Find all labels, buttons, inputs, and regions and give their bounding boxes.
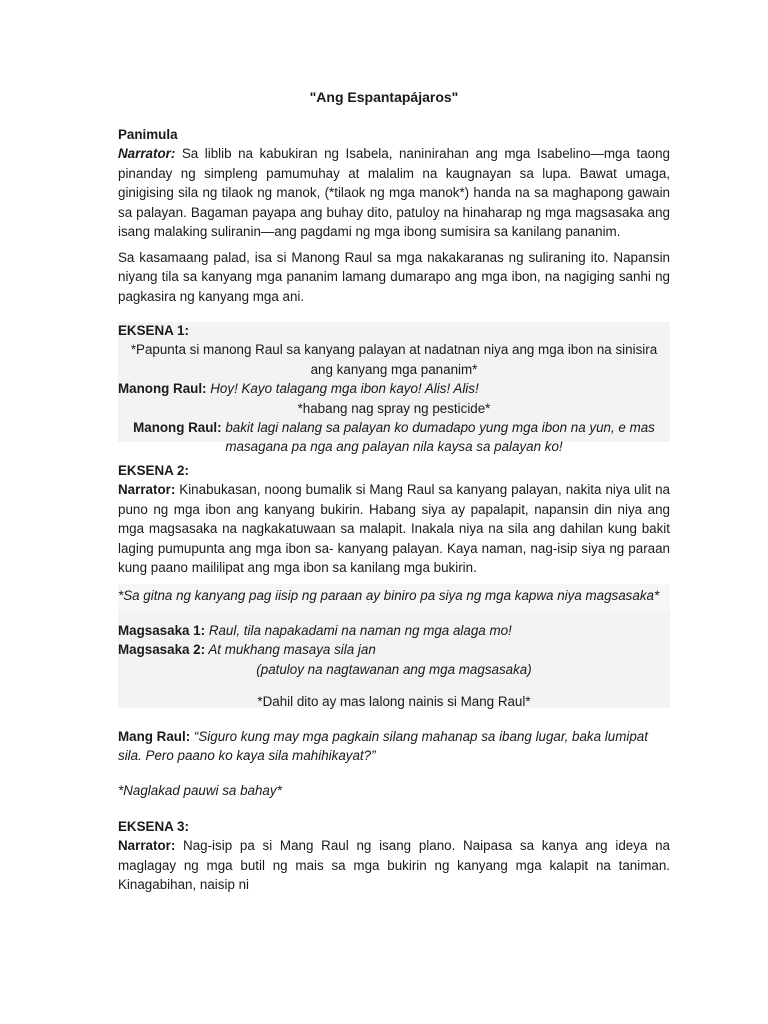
speaker-label: Magsasaka 2: xyxy=(118,642,206,658)
narrator-paragraph xyxy=(118,836,670,894)
speaker-label: Manong Raul: xyxy=(133,420,222,436)
section-heading: Panimula xyxy=(118,127,178,142)
document-title: "Ang Espantapájaros" xyxy=(309,89,459,105)
section-eksena-2 xyxy=(118,461,670,577)
stage-direction: *Naglakad pauwi sa bahay* xyxy=(118,783,282,798)
dialogue-line xyxy=(118,418,670,457)
stage-direction: *Dahil dito ay mas lalong nainis si Mang Raul* xyxy=(257,694,531,709)
narrator-paragraph xyxy=(118,480,670,577)
dialogue-text: “Siguro kung may mga pagkain silang mahanap sa ibang lugar, baka lumipat sila. Pero paano ko kaya sila mahihikayat?” xyxy=(118,729,648,764)
stage-direction: (patuloy na nagtawanan ang mga magsasaka) xyxy=(256,661,532,677)
stage-direction: *habang nag spray ng pesticide* xyxy=(297,400,491,416)
narrator-paragraph xyxy=(118,144,670,241)
dialogue-group xyxy=(118,621,670,679)
speaker-label: Mang Raul: xyxy=(118,729,191,744)
speaker-label: Narrator: xyxy=(118,482,176,498)
section-eksena-1 xyxy=(118,321,670,457)
dialogue-text: bakit lagi nalang sa palayan ko dumadapo yung mga ibon na yun, e mas masagana pa nga ang palayan nila kaysa sa palayan ko! xyxy=(221,420,655,455)
dialogue-line xyxy=(118,621,670,640)
stage-direction: *Sa gitna ng kanyang pag iisip ng paraan ay biniro pa siya ng mga kapwa niya magsasaka* xyxy=(118,588,660,603)
section-heading: EKSENA 2: xyxy=(118,463,189,478)
section-heading: EKSENA 3: xyxy=(118,819,189,834)
section-eksena-3 xyxy=(118,817,670,895)
dialogue-line xyxy=(118,640,670,659)
speaker-label: Narrator: xyxy=(118,146,176,162)
speaker-label: Narrator: xyxy=(118,838,176,854)
stage-direction: *Papunta si manong Raul sa kanyang palayan at nadatnan niya ang mga ibon na sinisira ang kanyang mga pananim* xyxy=(130,342,658,377)
narration-text: Nag-isip pa si Mang Raul ng isang plano. Naipasa sa kanya ang ideya na maglagay ng mga butil ng mais sa mga bukirin ng kanyang mga kalapit na taniman. Kinagabihan, naisip ni xyxy=(118,838,670,893)
dialogue-text: At mukhang masaya sila jan xyxy=(205,642,376,658)
narration-text: Sa liblib na kabukiran ng Isabela, naninirahan ang mga Isabelino—mga taong pinanday ng simpleng pamumuhay at malalim na kaugnayan sa lupa. Bawat umaga, ginigising sila ng tilaok ng manok, (*tilaok ng mga manok*) handa na sa maghapong gawain sa palayan. Bagaman payapa ang buhay dito, patuloy na hinaharap ng mga magsasaka ang isang malaking suliranin—ang pagdami ng mga ibong sumisira sa kanilang pananim. xyxy=(118,146,670,240)
dialogue-text: Hoy! Kayo talagang mga ibon kayo! Alis! Alis! xyxy=(206,381,479,397)
section-heading: EKSENA 1: xyxy=(118,323,189,338)
paragraph: Sa kasamaang palad, isa si Manong Raul sa mga nakakaranas ng suliraning ito. Napansin niyang tila sa kanyang mga pananim lamang dumarapo ang mga ibon, na nagiging sanhi ng pagkasira ng kanyang mga ani. xyxy=(118,250,670,304)
dialogue-line xyxy=(118,727,670,766)
speaker-label: Manong Raul: xyxy=(118,381,207,397)
section-panimula xyxy=(118,125,670,241)
dialogue-text: Raul, tila napakadami na naman ng mga alaga mo! xyxy=(205,623,512,638)
speaker-label: Magsasaka 1: xyxy=(118,623,206,638)
dialogue-line xyxy=(118,379,670,398)
narration-text: Kinabukasan, noong bumalik si Mang Raul sa kanyang palayan, nakita niya ulit na puno ng mga ibon ang kanyang bukirin. Habang siya ay papalapit, napansin din niya ang mga magsasaka na nagkakatuwaan sa malapit. Inakala niya na sila ang dahilan kung bakit laging pumupunta ang mga ibon sa- kanyang palayan. Kaya naman, nag-isip siya ng paraan kung paano maililipat ang mga ibon sa kanilang mga bukirin. xyxy=(118,482,670,576)
